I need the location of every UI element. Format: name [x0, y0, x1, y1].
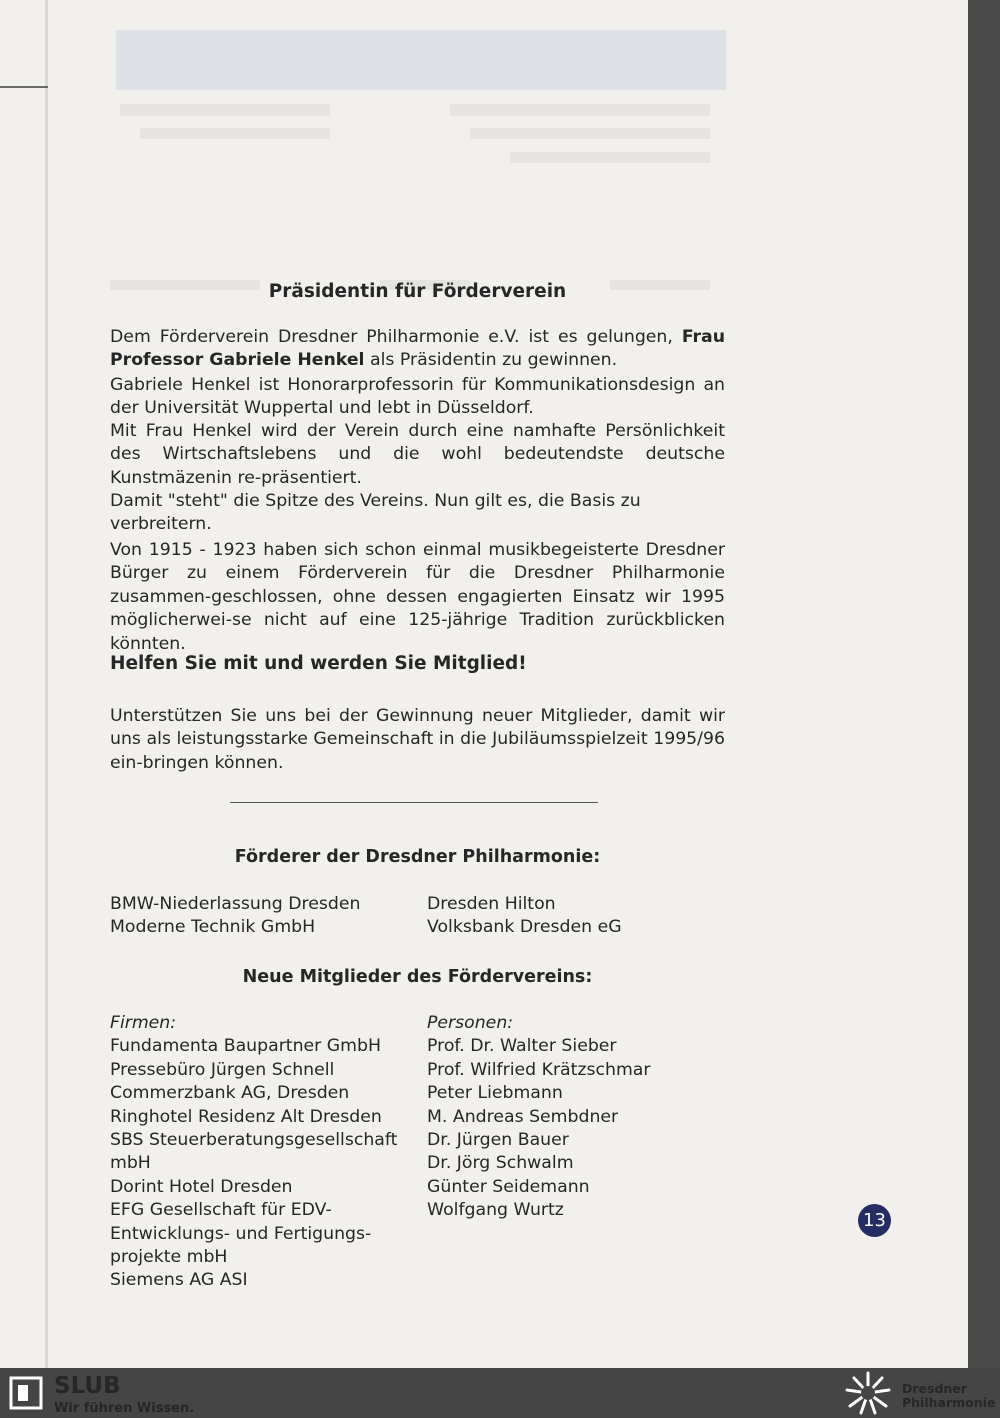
heading-praesidentin: Präsidentin für Förderverein	[268, 281, 567, 302]
firm-item: Ringhotel Residenz Alt Dresden	[110, 1106, 382, 1127]
person-item: Prof. Wilfried Krätzschmar	[427, 1059, 651, 1080]
page-fold-shadow	[45, 0, 48, 1368]
spitze-paragraph: Damit "steht" die Spitze des Vereins. Nun gilt es, die Basis zu verbreitern.	[110, 491, 641, 535]
sponsor-item: Dresden Hilton	[427, 894, 556, 914]
slub-logo-text: SLUB	[54, 1373, 121, 1399]
firm-item: Siemens AG ASI	[110, 1270, 248, 1291]
heading-helfen: Helfen Sie mit und werden Sie Mitglied!	[110, 653, 527, 674]
firms-column	[110, 1012, 427, 1293]
sponsor-item: Volksbank Dresden eG	[427, 917, 622, 938]
intro-text-bold: Frau Professor Gabriele Henkel	[110, 327, 725, 371]
heading-neue-mitglieder: Neue Mitglieder des Fördervereins:	[242, 967, 593, 987]
person-item: Wolfgang Wurtz	[427, 1200, 564, 1221]
sponsor-item: Moderne Technik GmbH	[110, 917, 316, 938]
sponsors-table	[110, 893, 725, 940]
slub-tagline: Wir führen Wissen.	[54, 1401, 195, 1416]
person-item: M. Andreas Sembdner	[427, 1106, 619, 1127]
persons-label: Personen:	[427, 1013, 514, 1033]
persons-column	[427, 1012, 725, 1293]
person-item: Peter Liebmann	[427, 1083, 563, 1104]
show-through-banner	[116, 30, 726, 90]
person-item: Prof. Dr. Walter Sieber	[427, 1036, 617, 1057]
intro-paragraph	[110, 326, 725, 373]
sponsors-right-column	[427, 893, 725, 940]
philharmonie-logo-icon	[840, 1370, 896, 1416]
firm-item: Fundamenta Baupartner GmbH	[110, 1036, 381, 1057]
person-item: Dr. Jürgen Bauer	[427, 1130, 569, 1151]
history-paragraph: Von 1915 - 1923 haben sich schon einmal musikbegeisterte Dresdner Bürger zu einem Förderverein für die Dresdner Philharmonie zusammen-geschlossen, ohne dessen engagierten Einsatz wir 1995 möglicherwei-se nicht auf eine 125-jährige Tradition zurückblicken könnten.	[110, 540, 725, 654]
sponsor-item: BMW-Niederlassung Dresden	[110, 894, 361, 914]
henkel-paragraph: Gabriele Henkel ist Honorarprofessorin für Kommunikationsdesign an der Universität Wuppertal und lebt in Düsseldorf.	[110, 375, 725, 419]
sponsors-left-column	[110, 893, 427, 940]
slub-logo-icon	[9, 1376, 43, 1410]
philharmonie-logo-text	[902, 1382, 1000, 1410]
philharmonie-line2: Philharmonie	[902, 1395, 996, 1410]
philharmonie-line1: Dresdner	[902, 1381, 967, 1396]
firm-item: SBS Steuerberatungsgesellschaft mbH	[110, 1130, 398, 1174]
person-item: Dr. Jörg Schwalm	[427, 1153, 574, 1174]
page-number-badge: 13	[858, 1204, 891, 1237]
support-paragraph: Unterstützen Sie uns bei der Gewinnung neuer Mitglieder, damit wir uns als leistungsstarke Gemeinschaft in die Jubiläumsspielzeit 1995/96 ein-bringen können.	[110, 706, 725, 773]
firm-item: Commerzbank AG, Dresden	[110, 1083, 350, 1104]
firm-item: Entwicklungs- und Fertigungs-	[110, 1223, 372, 1244]
members-table	[110, 1012, 725, 1293]
intro-text-pre: Dem Förderverein Dresdner Philharmonie e.V. ist es gelungen,	[110, 327, 682, 347]
verein-paragraph: Mit Frau Henkel wird der Verein durch eine namhafte Persönlichkeit des Wirtschaftslebens und die wohl bedeutendste deutsche Kunstmäzenin re-präsentiert.	[110, 421, 725, 488]
firm-item: Pressebüro Jürgen Schnell	[110, 1059, 335, 1080]
firm-item: projekte mbH	[110, 1247, 228, 1268]
person-item: Günter Seidemann	[427, 1176, 590, 1197]
section-divider	[230, 802, 598, 803]
heading-foerderer: Förderer der Dresdner Philharmonie:	[234, 847, 601, 867]
firm-item: Dorint Hotel Dresden	[110, 1176, 293, 1197]
firm-item: EFG Gesellschaft für EDV-	[110, 1200, 332, 1221]
fold-rule	[0, 86, 48, 88]
firms-label: Firmen:	[110, 1013, 177, 1033]
intro-text-post: als Präsidentin zu gewinnen.	[364, 350, 618, 371]
